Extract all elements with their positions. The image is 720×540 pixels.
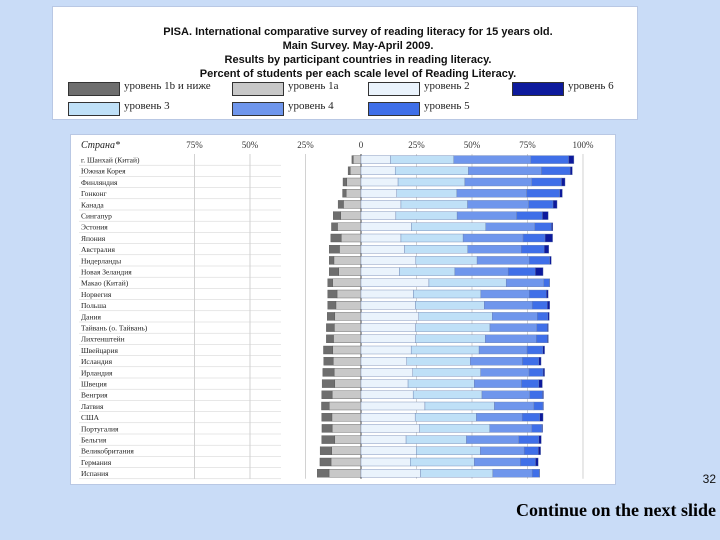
bar-segment: [481, 368, 529, 376]
bar-segment: [543, 346, 545, 354]
country-label: Германия: [81, 457, 112, 467]
bar-segment: [429, 279, 506, 287]
country-label: Лихтенштейн: [81, 334, 125, 344]
column-header: Страна*: [81, 140, 120, 151]
bar-segment: [490, 324, 537, 332]
bar-segment: [407, 357, 470, 365]
bar-segment: [338, 200, 343, 208]
bar-segment: [361, 436, 406, 444]
bar-segment: [361, 256, 416, 264]
bar-segment: [361, 335, 416, 343]
bar-segment: [328, 290, 337, 298]
tick-label: 25%: [297, 140, 314, 150]
bar-segment: [541, 167, 570, 175]
bar-segment: [395, 167, 468, 175]
legend-label: уровень 1a: [288, 80, 339, 92]
bar-segment: [326, 324, 334, 332]
bar-segment: [547, 301, 549, 309]
country-label: Австралия: [81, 245, 115, 255]
country-label: г. Шанхай (Китай): [81, 155, 140, 165]
country-label: Венгрия: [81, 390, 108, 400]
bar-segment: [399, 268, 455, 276]
bar-segment: [494, 402, 534, 410]
bar-segment: [327, 312, 335, 320]
bar-segment: [547, 335, 548, 343]
bar-segment: [329, 256, 334, 264]
bar-segment: [542, 424, 543, 432]
bar-segment: [333, 212, 341, 220]
bar-segment: [335, 380, 361, 388]
bar-segment: [322, 391, 332, 399]
bar-segment: [361, 245, 405, 253]
chart-title: [53, 25, 663, 81]
country-label: США: [81, 413, 99, 423]
bar-segment: [419, 312, 492, 320]
bar-segment: [329, 245, 339, 253]
bar-segment: [468, 167, 541, 175]
tick-label: 75%: [519, 140, 536, 150]
country-label: Латвия: [81, 401, 104, 411]
country-label: Бельгия: [81, 435, 107, 445]
bar-segment: [332, 447, 361, 455]
bar-segment: [543, 368, 545, 376]
bar-segment: [522, 413, 540, 421]
bar-segment: [535, 268, 543, 276]
legend-swatch: [68, 102, 120, 116]
bar-segment: [490, 424, 532, 432]
bar-segment: [539, 380, 543, 388]
bar-segment: [401, 234, 463, 242]
stacked-bar-chart: [71, 135, 615, 484]
bar-segment: [361, 368, 413, 376]
bar-segment: [343, 200, 361, 208]
bar-segment: [569, 156, 574, 164]
bar-segment: [320, 458, 331, 466]
bar-segment: [329, 268, 339, 276]
legend-swatch: [68, 82, 120, 96]
bar-segment: [415, 413, 476, 421]
bar-segment: [361, 178, 398, 186]
country-label: Швейцария: [81, 345, 118, 355]
bar-segment: [468, 245, 522, 253]
bar-segment: [416, 447, 480, 455]
bar-segment: [416, 256, 477, 264]
tick-label: 100%: [572, 140, 594, 150]
bar-segment: [343, 189, 347, 197]
bar-segment: [425, 402, 494, 410]
bar-segment: [492, 312, 537, 320]
bar-segment: [361, 312, 419, 320]
bar-segment: [522, 380, 539, 388]
legend-label: уровень 2: [424, 80, 470, 92]
bar-segment: [332, 413, 361, 421]
bar-segment: [361, 402, 425, 410]
bar-segment: [457, 189, 527, 197]
bar-segment: [410, 458, 474, 466]
bar-segment: [551, 223, 552, 231]
bar-segment: [416, 335, 486, 343]
bar-segment: [517, 212, 543, 220]
bar-segment: [474, 380, 521, 388]
country-label: Финляндия: [81, 177, 118, 187]
bar-segment: [413, 368, 481, 376]
bar-segment: [536, 335, 547, 343]
bar-segment: [532, 469, 539, 477]
bar-segment: [508, 268, 535, 276]
tick-label: 0: [358, 140, 364, 150]
bar-segment: [455, 268, 508, 276]
bar-segment: [361, 458, 410, 466]
bar-segment: [391, 156, 454, 164]
bar-segment: [336, 301, 361, 309]
country-label: Ирландия: [81, 368, 113, 378]
bar-segment: [334, 324, 361, 332]
bar-segment: [530, 391, 543, 399]
bar-segment: [361, 156, 391, 164]
bar-segment: [544, 245, 549, 253]
bar-segment: [361, 447, 416, 455]
bar-segment: [343, 178, 347, 186]
bar-segment: [361, 391, 413, 399]
country-label: Нидерланды: [81, 256, 122, 266]
bar-segment: [413, 290, 480, 298]
bar-segment: [347, 178, 361, 186]
bar-segment: [415, 301, 484, 309]
bar-segment: [350, 167, 361, 175]
bar-segment: [537, 312, 548, 320]
legend-label: уровень 5: [424, 100, 470, 112]
tick-label: 50%: [241, 140, 259, 150]
bar-segment: [333, 279, 361, 287]
legend-label: уровень 4: [288, 100, 334, 112]
bar-segment: [322, 413, 332, 421]
bar-segment: [361, 223, 411, 231]
legend-label: уровень 1b и ниже: [124, 80, 211, 92]
title-line-1: PISA. International comparative survey of reading literacy for 15 years old.: [163, 26, 553, 38]
bar-segment: [537, 324, 548, 332]
bar-segment: [361, 324, 416, 332]
bar-segment: [539, 436, 541, 444]
bar-segment: [535, 223, 552, 231]
bar-segment: [401, 200, 468, 208]
bar-segment: [361, 346, 411, 354]
bar-segment: [532, 301, 547, 309]
tick-label: 50%: [463, 140, 481, 150]
bar-segment: [333, 335, 361, 343]
country-label: Испания: [81, 469, 109, 479]
bar-segment: [543, 391, 544, 399]
country-label: Япония: [81, 233, 106, 243]
bar-segment: [323, 368, 334, 376]
bar-segment: [361, 424, 420, 432]
bar-segment: [547, 324, 548, 332]
bar-segment: [479, 346, 527, 354]
bar-segment: [470, 357, 522, 365]
bar-segment: [506, 279, 544, 287]
bar-segment: [411, 223, 485, 231]
bar-segment: [463, 234, 523, 242]
bar-segment: [361, 413, 415, 421]
bar-segment: [529, 368, 543, 376]
country-label: Макао (Китай): [81, 278, 129, 288]
bar-segment: [457, 212, 516, 220]
bar-segment: [481, 290, 529, 298]
bar-segment: [317, 469, 329, 477]
bar-segment: [531, 156, 569, 164]
bar-segment: [474, 458, 520, 466]
bar-segment: [361, 357, 407, 365]
bar-segment: [539, 357, 541, 365]
bar-segment: [320, 447, 332, 455]
bar-segment: [331, 234, 341, 242]
bar-segment: [361, 290, 413, 298]
country-label: Великобритания: [81, 446, 134, 456]
title-line-4: Percent of students per each scale level of Reading Literacy.: [199, 68, 517, 80]
country-label: Польша: [81, 301, 107, 311]
bar-segment: [361, 167, 395, 175]
legend-label: уровень 3: [124, 100, 170, 112]
bar-segment: [529, 200, 553, 208]
chart-panel: [70, 134, 616, 485]
bar-segment: [339, 245, 361, 253]
bar-segment: [484, 301, 532, 309]
bar-segment: [396, 212, 457, 220]
legend-swatch: [368, 102, 420, 116]
country-label: Южная Корея: [81, 166, 126, 176]
bar-segment: [361, 301, 415, 309]
bar-segment: [398, 178, 465, 186]
bar-segment: [532, 178, 562, 186]
bar-segment: [527, 346, 543, 354]
bar-segment: [405, 245, 468, 253]
country-label: Норвегия: [81, 289, 112, 299]
bar-segment: [540, 413, 543, 421]
bar-segment: [324, 357, 334, 365]
bar-segment: [332, 391, 361, 399]
bar-segment: [493, 469, 532, 477]
bar-segment: [454, 156, 531, 164]
bar-segment: [326, 335, 333, 343]
bar-segment: [341, 234, 361, 242]
bar-segment: [408, 380, 474, 388]
bar-segment: [328, 301, 336, 309]
bar-segment: [413, 391, 482, 399]
bar-segment: [532, 424, 542, 432]
bar-segment: [550, 256, 552, 264]
bar-segment: [527, 189, 560, 197]
bar-segment: [397, 189, 457, 197]
country-label: Сингапур: [81, 211, 112, 221]
bar-segment: [523, 234, 545, 242]
bar-segment: [361, 268, 399, 276]
bar-segment: [361, 200, 401, 208]
bar-segment: [553, 200, 557, 208]
bar-segment: [341, 212, 361, 220]
bar-segment: [560, 189, 563, 197]
bar-segment: [348, 167, 350, 175]
bar-segment: [339, 268, 361, 276]
bar-segment: [323, 346, 332, 354]
continue-note: Continue on the next slide: [515, 500, 716, 520]
bar-segment: [411, 346, 479, 354]
bar-segment: [468, 200, 529, 208]
country-label: Эстония: [81, 222, 108, 232]
tick-label: 25%: [408, 140, 425, 150]
bar-segment: [361, 469, 420, 477]
slide-number: 32: [702, 472, 716, 486]
country-label: Исландия: [81, 357, 113, 367]
bar-segment: [529, 256, 549, 264]
bar-segment: [361, 212, 396, 220]
bar-segment: [333, 357, 361, 365]
bar-segment: [542, 212, 548, 220]
bar-segment: [406, 436, 466, 444]
bar-segment: [331, 223, 337, 231]
bar-segment: [335, 312, 361, 320]
legend-swatch: [232, 102, 284, 116]
bar-segment: [328, 279, 333, 287]
bar-segment: [534, 402, 543, 410]
bar-segment: [322, 424, 332, 432]
bar-segment: [331, 458, 361, 466]
bar-segment: [561, 178, 565, 186]
bar-segment: [352, 156, 353, 164]
country-label: Португалия: [81, 424, 119, 434]
bar-segment: [333, 346, 361, 354]
bar-segment: [545, 234, 553, 242]
bar-segment: [486, 223, 535, 231]
bar-segment: [332, 424, 361, 432]
bar-segment: [361, 234, 401, 242]
bar-segment: [519, 436, 539, 444]
bar-segment: [548, 312, 549, 320]
country-label: Швеция: [81, 379, 107, 389]
chart-legend: [52, 78, 636, 118]
country-label: Новая Зеландия: [81, 267, 132, 277]
bar-segment: [334, 256, 361, 264]
bar-segment: [466, 436, 518, 444]
bar-segment: [416, 324, 490, 332]
legend-swatch: [368, 82, 420, 96]
bar-segment: [361, 380, 408, 388]
bar-segment: [538, 447, 540, 455]
bar-segment: [544, 279, 550, 287]
bar-segment: [521, 245, 544, 253]
title-line-3: Results by participant countries in reading literacy.: [224, 54, 492, 66]
bar-segment: [334, 368, 361, 376]
bar-segment: [465, 178, 532, 186]
bar-segment: [420, 469, 492, 477]
bar-segment: [477, 256, 529, 264]
bar-segment: [361, 189, 397, 197]
bar-segment: [420, 424, 490, 432]
bar-segment: [329, 469, 361, 477]
country-label: Канада: [81, 200, 104, 210]
country-label: Дания: [81, 312, 101, 322]
bar-segment: [476, 413, 522, 421]
bar-segment: [520, 458, 535, 466]
legend-swatch: [512, 82, 564, 96]
bar-segment: [535, 458, 538, 466]
bar-segment: [529, 290, 546, 298]
bar-segment: [546, 290, 548, 298]
bar-segment: [522, 357, 538, 365]
country-label: Тайвань (о. Тайвань): [81, 323, 148, 333]
country-label: Гонконг: [81, 189, 107, 199]
bar-segment: [337, 223, 361, 231]
bar-segment: [322, 380, 335, 388]
bar-segment: [335, 436, 361, 444]
tick-label: 75%: [186, 140, 203, 150]
bar-segment: [361, 279, 429, 287]
bar-segment: [570, 167, 572, 175]
bar-segment: [337, 290, 361, 298]
bar-segment: [480, 447, 524, 455]
bar-segment: [524, 447, 538, 455]
bar-segment: [321, 402, 329, 410]
legend-label: уровень 6: [568, 80, 614, 92]
title-line-2: Main Survey. May-April 2009.: [282, 40, 434, 52]
bar-segment: [322, 436, 335, 444]
bar-segment: [329, 402, 361, 410]
bar-segment: [482, 391, 530, 399]
bar-segment: [485, 335, 536, 343]
bar-segment: [353, 156, 361, 164]
legend-swatch: [232, 82, 284, 96]
bar-segment: [346, 189, 361, 197]
